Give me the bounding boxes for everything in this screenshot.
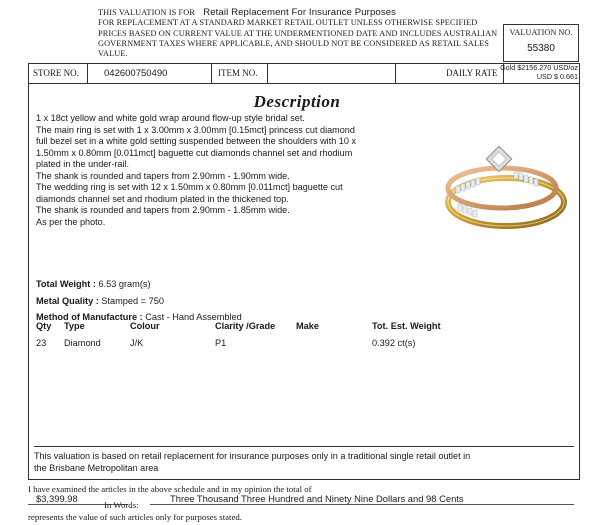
- valuation-purpose: Retail Replacement For Insurance Purposes: [203, 7, 397, 18]
- total-weight-label: Total Weight :: [36, 279, 96, 289]
- cell-clarity: P1: [215, 338, 227, 348]
- col-header-weight: Tot. Est. Weight: [372, 321, 441, 331]
- valuation-number: 55380: [527, 43, 555, 54]
- description-line: diamonds channel set and rhodium plated in the thickened top.: [36, 193, 289, 204]
- method-label: Method of Manufacture :: [36, 312, 143, 322]
- description-line: The main ring is set with 1 x 3.00mm x 3.00mm [0.15mct] princess cut diamond: [36, 124, 355, 135]
- total-weight-row: [36, 276, 242, 293]
- valuation-header: [98, 8, 498, 59]
- metal-quality-label: Metal Quality :: [36, 295, 99, 306]
- metal-quality-row: [36, 293, 242, 310]
- summary-line-3: represents the value of such articles only for purposes stated.: [28, 512, 242, 522]
- col-header-qty: Qty: [36, 321, 52, 331]
- description-line: As per the photo.: [36, 216, 106, 227]
- description-title: Description: [253, 92, 341, 111]
- daily-rate-values: [500, 63, 580, 83]
- ring-photo: [432, 138, 568, 244]
- item-label-cell: [212, 63, 268, 83]
- header-line-4: GOVERNMENT TAXES WHERE APPLICABLE, AND SHOULD NOT BE CONSIDERED AS RETAIL SALES VALUE.: [98, 38, 490, 59]
- footnote-line-1: This valuation is based on retail replacement for insurance purposes only in a traditional single retail outlet in: [34, 451, 471, 461]
- usd-rate: USD $ 0.661: [536, 71, 578, 81]
- header-line-3: PRICES BASED ON CURRENT VALUE AT THE UNDERMENTIONED DATE AND INCLUDES AUSTRALIAN: [98, 28, 498, 38]
- cell-colour: J/K: [130, 338, 144, 348]
- store-label: STORE NO.: [33, 68, 79, 78]
- description-line: 1.50mm x 0.80mm [0.011mct] baguette cut diamonds channel set and rhodium: [36, 147, 353, 158]
- total-weight-value: 6.53 gram(s): [98, 279, 151, 289]
- gold-rate: Gold $2156.270 USD/oz: [500, 63, 578, 72]
- description-line: 1 x 18ct yellow and white gold wrap around flow-up style bridal set.: [36, 113, 305, 123]
- col-header-colour: Colour: [130, 321, 160, 331]
- bridal-set-image: [432, 138, 568, 244]
- summary-in-words: Three Thousand Three Hundred and Ninety Nine Dollars and 98 Cents: [170, 493, 464, 504]
- col-header-make: Make: [296, 321, 319, 331]
- cell-weight: 0.392 ct(s): [372, 338, 416, 348]
- header-prefix: THIS VALUATION IS FOR: [98, 8, 195, 17]
- description-line: The shank is rounded and tapers from 2.90mm - 1.85mm wide.: [36, 205, 290, 215]
- description-line: The wedding ring is set with 12 x 1.50mm x 0.80mm [0.011mct] baguette cut: [36, 182, 343, 192]
- summary-total: $3,399.98: [36, 493, 78, 504]
- daily-rate-spacer: [396, 63, 444, 83]
- info-row: [28, 63, 580, 84]
- item-number-cell: [268, 63, 396, 83]
- description-line: The shank is rounded and tapers from 2.90mm - 1.90mm wide.: [36, 170, 290, 181]
- valuation-number-label: VALUATION NO.: [509, 28, 573, 37]
- method-value: Cast - Hand Assembled: [145, 312, 242, 322]
- description-line: full bezel set in a white gold setting suspended between the shoulders with 10 x: [36, 136, 356, 146]
- metal-quality-value: Stamped = 750: [101, 295, 164, 306]
- summary-line-1: I have examined the articles in the above schedule and in my opinion the total of: [28, 484, 312, 494]
- in-words-underline: [150, 504, 574, 505]
- store-label-cell: [28, 63, 88, 83]
- store-number-cell: [88, 63, 212, 83]
- header-line-1: [98, 8, 498, 18]
- description-body: [36, 113, 436, 228]
- col-header-type: Type: [64, 321, 85, 331]
- daily-rate-label: DAILY RATE: [446, 68, 498, 78]
- valuation-number-box: [503, 24, 579, 62]
- in-words-label: In Words:: [104, 500, 139, 510]
- col-header-clarity: Clarity /Grade: [215, 321, 276, 331]
- store-number: 042600750490: [104, 68, 168, 79]
- cell-type: Diamond: [64, 338, 101, 348]
- cell-qty: 23: [36, 338, 47, 348]
- description-line: plated in the under-rail.: [36, 159, 130, 169]
- item-facts: [36, 276, 242, 326]
- valuation-footnote: [34, 446, 574, 474]
- footnote-line-2: the Brisbane Metropolitan area: [34, 462, 159, 473]
- item-label: ITEM NO.: [218, 68, 258, 78]
- daily-rate-text: [448, 64, 578, 81]
- header-line-2: FOR REPLACEMENT AT A STANDARD MARKET RETAIL OUTLET UNLESS OTHERWISE SPECIFIED: [98, 18, 478, 28]
